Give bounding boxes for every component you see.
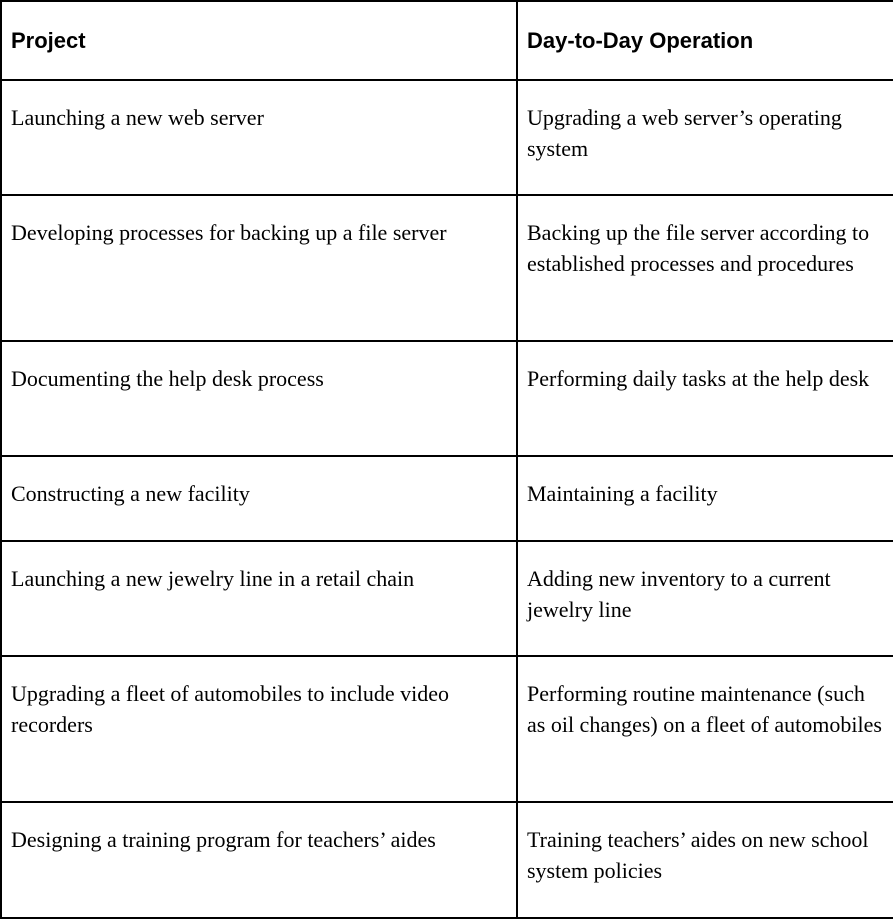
table-row — [1, 802, 893, 918]
operation-cell: Adding new inventory to a current jewelry line — [517, 541, 893, 656]
operation-cell: Maintaining a facility — [517, 456, 893, 541]
project-cell: Constructing a new facility — [1, 456, 517, 541]
table-row — [1, 541, 893, 656]
table-header-row — [1, 1, 893, 80]
operation-cell: Training teachers’ aides on new school system policies — [517, 802, 893, 918]
project-cell: Launching a new web server — [1, 80, 517, 195]
project-cell: Launching a new jewelry line in a retail chain — [1, 541, 517, 656]
table-row — [1, 195, 893, 341]
project-cell: Documenting the help desk process — [1, 341, 517, 456]
project-cell: Upgrading a fleet of automobiles to include video recorders — [1, 656, 517, 802]
project-cell: Developing processes for backing up a file server — [1, 195, 517, 341]
project-cell: Designing a training program for teachers’ aides — [1, 802, 517, 918]
table-row — [1, 656, 893, 802]
operation-cell: Backing up the file server according to established processes and procedures — [517, 195, 893, 341]
table-row — [1, 456, 893, 541]
operation-cell: Upgrading a web server’s operating system — [517, 80, 893, 195]
table-row — [1, 80, 893, 195]
header-project: Project — [1, 1, 517, 80]
operation-cell: Performing routine maintenance (such as oil changes) on a fleet of automobiles — [517, 656, 893, 802]
table-row — [1, 341, 893, 456]
header-day-to-day-operation: Day-to-Day Operation — [517, 1, 893, 80]
operation-cell: Performing daily tasks at the help desk — [517, 341, 893, 456]
